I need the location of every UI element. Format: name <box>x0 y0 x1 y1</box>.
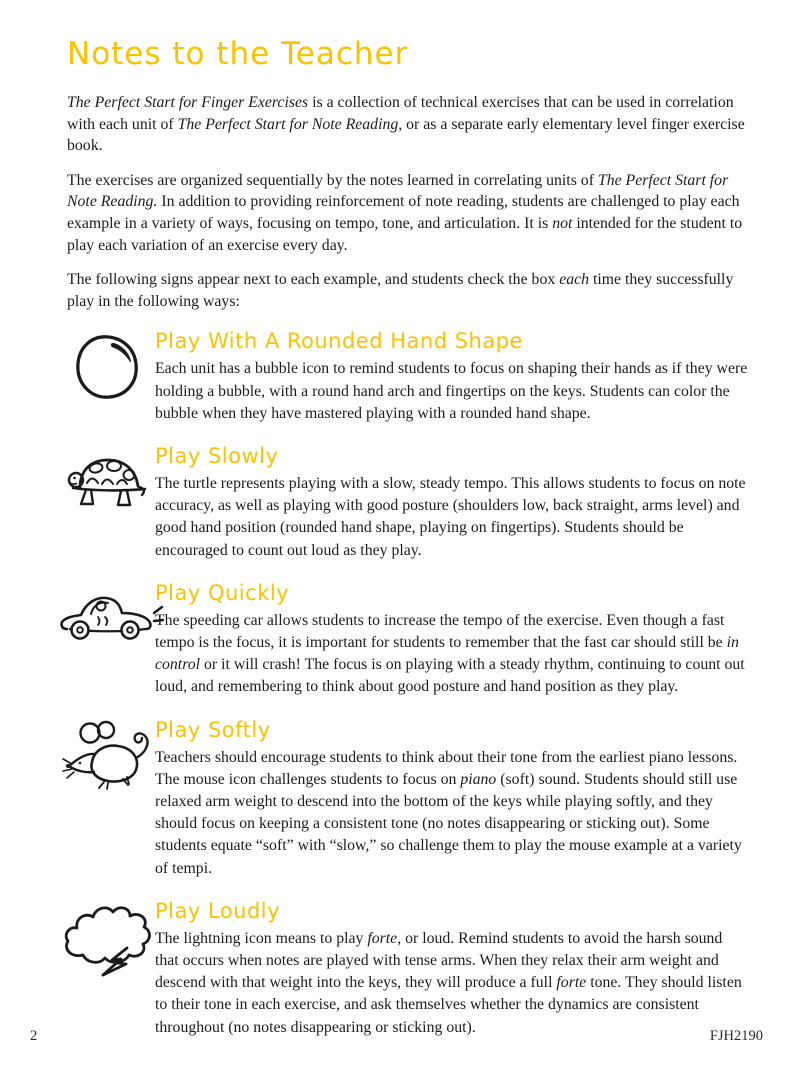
section-heading: Play Softly <box>155 717 271 742</box>
section-heading: Play With A Rounded Hand Shape <box>155 329 523 354</box>
section-body: The lightning icon means to play forte, or loud. Remind students to avoid the harsh sound that occurs when notes are played with tense arms. When they relax their arm weight and descend with that weight into the keys, they will produce a full forte tone. They should listen to their tone in each exercise, and ask themselves whether the dynamics are consistent throughout (no notes disappearing or sticking out). <box>155 929 742 1036</box>
section-body: The speeding car allows students to increase the tempo of the exercise. Even though a fast tempo is the focus, it is important for students to remember that the fast car should still be in control or it will crash! The focus is on playing with a steady rhythm, continuing to count out loud, and remembering to think about good posture and hand position as they play. <box>155 611 745 696</box>
page-number: 2 <box>30 1028 38 1044</box>
section-body: The turtle represents playing with a slow, steady tempo. This allows students to focus on note accuracy, as well as playing with good posture (shoulders low, back straight, arms level) and good hand position (rounded hand shape, playing on fingertips). Students should be encouraged to count out loud as they play. <box>155 474 746 559</box>
intro-paragraph-2: The exercises are organized sequentially by the notes learned in correlating units of The Perfect Start for Note Reading. In addition to providing reinforcement of note reading, students are challenged to play each example in a variety of ways, focusing on tempo, tone, and articulation. It is not intended for the student to play each variation of an exercise every day. <box>67 171 743 254</box>
bubble-icon <box>67 329 155 403</box>
section-play-quickly <box>67 581 748 699</box>
intro-paragraph-3: The following signs appear next to each example, and students check the box each time they successfully play in the following ways: <box>67 271 734 310</box>
speeding-car-icon <box>67 581 155 643</box>
section-play-slowly <box>67 444 748 562</box>
sign-sections <box>67 329 748 1038</box>
catalog-number: FJH2190 <box>709 1028 763 1044</box>
lightning-cloud-icon <box>67 899 155 981</box>
section-body: Each unit has a bubble icon to remind students to focus on shaping their hands as if they were holding a bubble, with a round hand arch and fingertips on the keys. Students can color the bubble when they have mastered playing with a rounded hand shape. <box>155 360 748 422</box>
section-heading: Play Loudly <box>155 898 281 923</box>
section-heading: Play Quickly <box>155 580 290 605</box>
section-body: Teachers should encourage students to think about their tone from the earliest piano lessons. The mouse icon challenges students to focus on piano (soft) sound. Students should still use relaxed arm weight to descend into the bottom of the keys while playing softly, and they should focus on keeping a consistent tone (no notes disappearing or sticking out). Some students equate “soft” with “slow,” so challenge them to play the mouse example at a variety of tempi. <box>155 748 742 877</box>
section-heading: Play Slowly <box>155 443 279 468</box>
section-play-softly <box>67 718 748 880</box>
section-rounded-hand-shape <box>67 329 748 425</box>
mouse-icon <box>67 718 155 790</box>
turtle-icon <box>67 444 155 510</box>
intro-paragraph-1: The Perfect Start for Finger Exercises is a collection of technical exercises that can be used in correlation with each unit of The Perfect Start for Note Reading, or as a separate early elementary level finger exercise book. <box>67 94 745 155</box>
page-title: Notes to the Teacher <box>67 36 409 72</box>
section-play-loudly <box>67 899 748 1039</box>
